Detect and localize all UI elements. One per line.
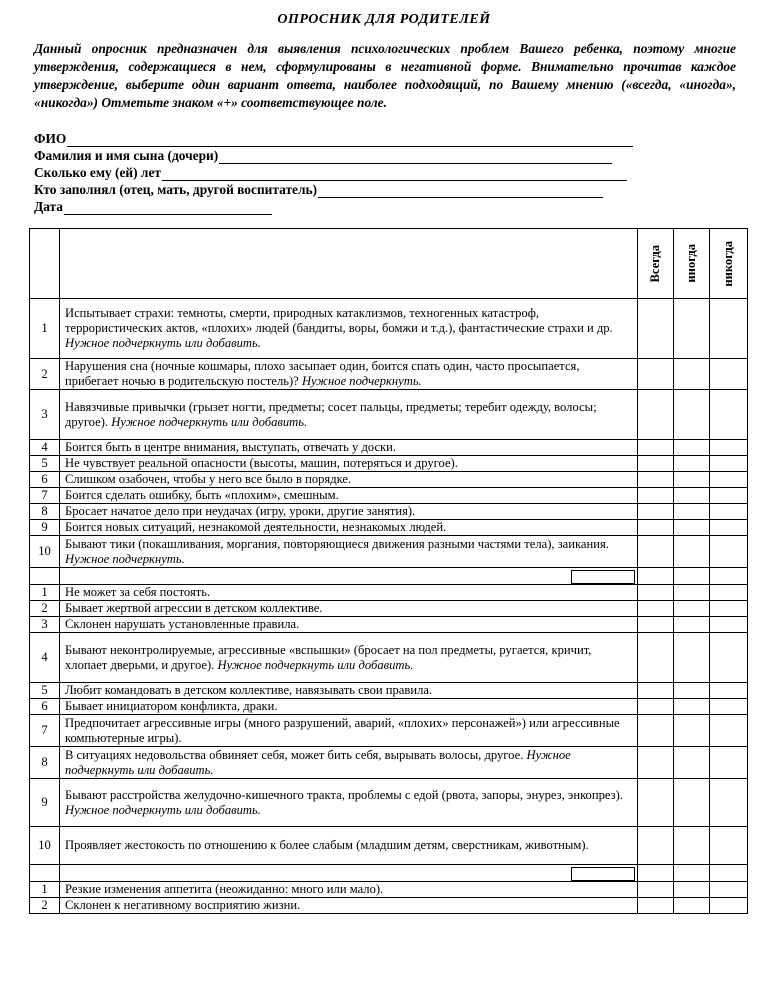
respondent-fields xyxy=(34,130,736,215)
filled-by-line[interactable] xyxy=(318,183,603,198)
answer-cell-sometimes[interactable] xyxy=(674,536,710,568)
answer-cell-always[interactable] xyxy=(638,779,674,827)
question-row xyxy=(30,504,748,520)
answer-cell-always[interactable] xyxy=(638,699,674,715)
question-text: Бывают неконтролируемые, агрессивные «вспышки» (бросает на пол предметы, ругается, кричит, хлопает дверьми, и другое). xyxy=(65,642,592,672)
question-number: 7 xyxy=(30,715,60,747)
answer-cell-always[interactable] xyxy=(638,617,674,633)
question-note: Нужное подчеркнуть или добавить. xyxy=(65,747,571,777)
answer-cell-never[interactable] xyxy=(710,472,748,488)
question-row xyxy=(30,585,748,601)
question-number: 2 xyxy=(30,601,60,617)
answer-cell-never[interactable] xyxy=(710,683,748,699)
header-row xyxy=(30,229,748,299)
question-text: Любит командовать в детском коллективе, навязывать свои правила. xyxy=(65,683,433,697)
answer-cell-sometimes[interactable] xyxy=(674,520,710,536)
question-text-cell xyxy=(60,472,638,488)
field-label: Дата xyxy=(34,199,63,214)
question-row xyxy=(30,827,748,865)
separator-answer-cell xyxy=(674,568,710,585)
question-text-cell xyxy=(60,617,638,633)
question-text: Склонен нарушать установленные правила. xyxy=(65,617,300,631)
separator-num-cell xyxy=(30,568,60,585)
question-text: Предпочитает агрессивные игры (много разрушений, аварий, «плохих» персонажей») или агрессивные компьютерные игры). xyxy=(65,715,620,745)
question-number: 4 xyxy=(30,440,60,456)
question-text-cell xyxy=(60,504,638,520)
column-header-sometimes: иногда xyxy=(684,244,698,283)
child-name-line[interactable] xyxy=(219,149,612,164)
question-text: Не чувствует реальной опасности (высоты, машин, потеряться и другое). xyxy=(65,456,458,470)
question-text: Боится быть в центре внимания, выступать, отвечать у доски. xyxy=(65,440,397,454)
answer-cell-sometimes[interactable] xyxy=(674,715,710,747)
question-row xyxy=(30,898,748,914)
question-row xyxy=(30,633,748,683)
answer-cell-never[interactable] xyxy=(710,699,748,715)
header-text-cell xyxy=(60,229,638,299)
fio-line[interactable] xyxy=(67,132,633,147)
answer-cell-always[interactable] xyxy=(638,683,674,699)
field-filled-by[interactable] xyxy=(34,181,736,198)
separator-answer-cell xyxy=(638,568,674,585)
answer-cell-never[interactable] xyxy=(710,520,748,536)
question-text: Бросает начатое дело при неудачах (игру, уроки, другие занятия). xyxy=(65,504,416,518)
answer-cell-always[interactable] xyxy=(638,440,674,456)
question-row xyxy=(30,715,748,747)
question-text-cell xyxy=(60,585,638,601)
question-number: 4 xyxy=(30,633,60,683)
question-row xyxy=(30,601,748,617)
answer-cell-always[interactable] xyxy=(638,601,674,617)
question-text-cell xyxy=(60,898,638,914)
field-date[interactable] xyxy=(34,198,736,215)
question-number: 10 xyxy=(30,827,60,865)
answer-cell-always[interactable] xyxy=(638,456,674,472)
answer-cell-sometimes[interactable] xyxy=(674,898,710,914)
answer-cell-always[interactable] xyxy=(638,536,674,568)
question-number: 2 xyxy=(30,359,60,390)
question-number: 6 xyxy=(30,699,60,715)
question-text: Навязчивые привычки (грызет ногти, предметы; сосет пальцы, предметы; теребит одежду, волосы; другое). xyxy=(65,399,597,429)
answer-cell-sometimes[interactable] xyxy=(674,390,710,440)
field-label: ФИО xyxy=(34,131,67,146)
answer-cell-sometimes[interactable] xyxy=(674,585,710,601)
question-row xyxy=(30,488,748,504)
answer-cell-sometimes[interactable] xyxy=(674,601,710,617)
column-header-always: Всегда xyxy=(648,244,662,283)
question-note: Нужное подчеркнуть или добавить. xyxy=(217,657,414,672)
separator-num-cell xyxy=(30,865,60,882)
separator-text-cell xyxy=(60,865,638,882)
question-text-cell xyxy=(60,359,638,390)
question-text-cell xyxy=(60,699,638,715)
question-text: Слишком озабочен, чтобы у него все было в порядке. xyxy=(65,472,352,486)
question-text-cell xyxy=(60,747,638,779)
question-text: Бывают расстройства желудочно-кишечного тракта, проблемы с едой (рвота, запоры, энурез, энкопрез). xyxy=(65,787,623,802)
question-text-cell xyxy=(60,440,638,456)
answer-cell-never[interactable] xyxy=(710,390,748,440)
question-row xyxy=(30,882,748,898)
answer-cell-always[interactable] xyxy=(638,715,674,747)
separator-answer-cell xyxy=(710,865,748,882)
answer-cell-never[interactable] xyxy=(710,359,748,390)
question-text: Склонен к негативному восприятию жизни. xyxy=(65,898,301,912)
question-number: 2 xyxy=(30,898,60,914)
answer-cell-never[interactable] xyxy=(710,827,748,865)
question-text: Бывает инициатором конфликта, драки. xyxy=(65,699,278,713)
question-number: 8 xyxy=(30,504,60,520)
question-text-cell xyxy=(60,601,638,617)
field-child-name[interactable] xyxy=(34,147,736,164)
question-text-cell xyxy=(60,488,638,504)
question-note: Нужное подчеркнуть или добавить. xyxy=(65,802,261,817)
question-number: 1 xyxy=(30,882,60,898)
question-text-cell xyxy=(60,827,638,865)
question-note: Нужное подчеркнуть или добавить. xyxy=(65,336,261,350)
question-text: Резкие изменения аппетита (неожиданно: много или мало). xyxy=(65,882,384,896)
answer-cell-never[interactable] xyxy=(710,456,748,472)
question-text: Испытывает страхи: темноты, смерти, природных катаклизмов, техногенных катастроф, террористических актов, «плохих» людей (бандиты, воры, бомжи и т.д.), фантастические страхи и др. xyxy=(65,306,613,335)
question-number: 7 xyxy=(30,488,60,504)
question-text-cell xyxy=(60,683,638,699)
separator-answer-cell xyxy=(710,568,748,585)
answer-cell-sometimes[interactable] xyxy=(674,472,710,488)
question-row xyxy=(30,520,748,536)
question-number: 9 xyxy=(30,779,60,827)
question-text: Боится новых ситуаций, незнакомой деятельности, незнакомых людей. xyxy=(65,520,447,534)
answer-cell-never[interactable] xyxy=(710,715,748,747)
answer-cell-never[interactable] xyxy=(710,882,748,898)
answer-cell-sometimes[interactable] xyxy=(674,617,710,633)
answer-cell-always[interactable] xyxy=(638,488,674,504)
question-number: 1 xyxy=(30,299,60,359)
question-row xyxy=(30,299,748,359)
question-text-cell xyxy=(60,715,638,747)
answer-cell-never[interactable] xyxy=(710,779,748,827)
question-row xyxy=(30,779,748,827)
header-never xyxy=(710,229,748,299)
answer-cell-always[interactable] xyxy=(638,520,674,536)
answer-cell-never[interactable] xyxy=(710,504,748,520)
question-row xyxy=(30,617,748,633)
question-text-cell xyxy=(60,520,638,536)
question-number: 10 xyxy=(30,536,60,568)
question-text-cell xyxy=(60,779,638,827)
answer-cell-sometimes[interactable] xyxy=(674,747,710,779)
answer-cell-sometimes[interactable] xyxy=(674,882,710,898)
question-number: 1 xyxy=(30,585,60,601)
answer-cell-never[interactable] xyxy=(710,440,748,456)
answer-cell-sometimes[interactable] xyxy=(674,699,710,715)
section-separator-row xyxy=(30,865,748,882)
field-fio[interactable] xyxy=(34,130,736,147)
answer-cell-always[interactable] xyxy=(638,390,674,440)
answer-cell-sometimes[interactable] xyxy=(674,299,710,359)
answer-cell-never[interactable] xyxy=(710,536,748,568)
answer-cell-always[interactable] xyxy=(638,299,674,359)
answer-cell-always[interactable] xyxy=(638,827,674,865)
answer-cell-sometimes[interactable] xyxy=(674,488,710,504)
answer-cell-never[interactable] xyxy=(710,601,748,617)
question-row xyxy=(30,456,748,472)
question-row xyxy=(30,390,748,440)
answer-cell-always[interactable] xyxy=(638,472,674,488)
answer-cell-sometimes[interactable] xyxy=(674,359,710,390)
question-text: Не может за себя постоять. xyxy=(65,585,211,599)
question-row xyxy=(30,699,748,715)
section-separator-row xyxy=(30,568,748,585)
question-row xyxy=(30,536,748,568)
question-row xyxy=(30,359,748,390)
question-text: Бывает жертвой агрессии в детском коллективе. xyxy=(65,601,323,615)
question-number: 6 xyxy=(30,472,60,488)
answer-cell-always[interactable] xyxy=(638,359,674,390)
answer-cell-always[interactable] xyxy=(638,882,674,898)
answer-cell-sometimes[interactable] xyxy=(674,683,710,699)
question-text-cell xyxy=(60,536,638,568)
question-row xyxy=(30,440,748,456)
answer-cell-never[interactable] xyxy=(710,633,748,683)
question-text: Проявляет жестокость по отношению к более слабым (младшим детям, сверстникам, животным). xyxy=(65,838,589,852)
answer-cell-never[interactable] xyxy=(710,585,748,601)
question-row xyxy=(30,747,748,779)
separator-score-box[interactable] xyxy=(571,867,635,881)
question-text: Боится сделать ошибку, быть «плохим», смешным. xyxy=(65,488,339,502)
question-text-cell xyxy=(60,633,638,683)
question-row xyxy=(30,683,748,699)
answer-cell-sometimes[interactable] xyxy=(674,779,710,827)
separator-score-box[interactable] xyxy=(571,570,635,584)
separator-answer-cell xyxy=(638,865,674,882)
question-text: Бывают тики (покашливания, моргания, повторяющиеся движения разными частями тела), заикания. xyxy=(65,536,609,551)
answer-cell-sometimes[interactable] xyxy=(674,440,710,456)
answer-cell-always[interactable] xyxy=(638,585,674,601)
question-number: 5 xyxy=(30,456,60,472)
questionnaire-table xyxy=(29,228,748,914)
question-number: 3 xyxy=(30,617,60,633)
header-num-cell xyxy=(30,229,60,299)
answer-cell-never[interactable] xyxy=(710,617,748,633)
field-age[interactable] xyxy=(34,164,736,181)
question-text-cell xyxy=(60,456,638,472)
answer-cell-always[interactable] xyxy=(638,747,674,779)
question-number: 3 xyxy=(30,390,60,440)
column-header-never: никогда xyxy=(721,240,735,287)
answer-cell-never[interactable] xyxy=(710,898,748,914)
question-text: В ситуациях недовольства обвиняет себя, может бить себя, вырывать волосы, другое. xyxy=(65,747,524,762)
question-text-cell xyxy=(60,390,638,440)
separator-answer-cell xyxy=(674,865,710,882)
header-always xyxy=(638,229,674,299)
answer-cell-always[interactable] xyxy=(638,898,674,914)
question-note: Нужное подчеркнуть. xyxy=(301,374,422,388)
field-label: Кто заполнял (отец, мать, другой воспитатель) xyxy=(34,182,318,197)
header-sometimes xyxy=(674,229,710,299)
intro-paragraph: Данный опросник предназначен для выявления психологических проблем Вашего ребенка, поэтому многие утверждения, содержащиеся в нем, сформулированы в негативной форме. Внимательно прочитав каждое утверждение, выберите один вариант ответа, наиболее подходящий, по Вашему мнению («всегда, «иногда», «никогда») Отметьте знаком «+» соответствующее поле. xyxy=(34,41,736,110)
age-line[interactable] xyxy=(162,166,627,181)
separator-text-cell xyxy=(60,568,638,585)
page-title: ОПРОСНИК ДЛЯ РОДИТЕЛЕЙ xyxy=(277,12,491,27)
question-note: Нужное подчеркнуть. xyxy=(65,551,185,566)
date-line[interactable] xyxy=(64,200,272,215)
answer-cell-never[interactable] xyxy=(710,299,748,359)
question-number: 9 xyxy=(30,520,60,536)
answer-cell-sometimes[interactable] xyxy=(674,504,710,520)
question-text-cell xyxy=(60,882,638,898)
field-label: Фамилия и имя сына (дочери) xyxy=(34,148,219,163)
question-text-cell xyxy=(60,299,638,359)
answer-cell-always[interactable] xyxy=(638,504,674,520)
answer-cell-sometimes[interactable] xyxy=(674,827,710,865)
question-text: Нарушения сна (ночные кошмары, плохо засыпает один, боится спать один, часто просыпается, прибегает ночью в родительскую постель)? xyxy=(65,359,580,388)
answer-cell-never[interactable] xyxy=(710,488,748,504)
answer-cell-never[interactable] xyxy=(710,747,748,779)
answer-cell-always[interactable] xyxy=(638,633,674,683)
question-row xyxy=(30,472,748,488)
question-number: 5 xyxy=(30,683,60,699)
question-number: 8 xyxy=(30,747,60,779)
answer-cell-sometimes[interactable] xyxy=(674,456,710,472)
question-note: Нужное подчеркнуть или добавить. xyxy=(111,414,308,429)
field-label: Сколько ему (ей) лет xyxy=(34,165,161,180)
answer-cell-sometimes[interactable] xyxy=(674,633,710,683)
